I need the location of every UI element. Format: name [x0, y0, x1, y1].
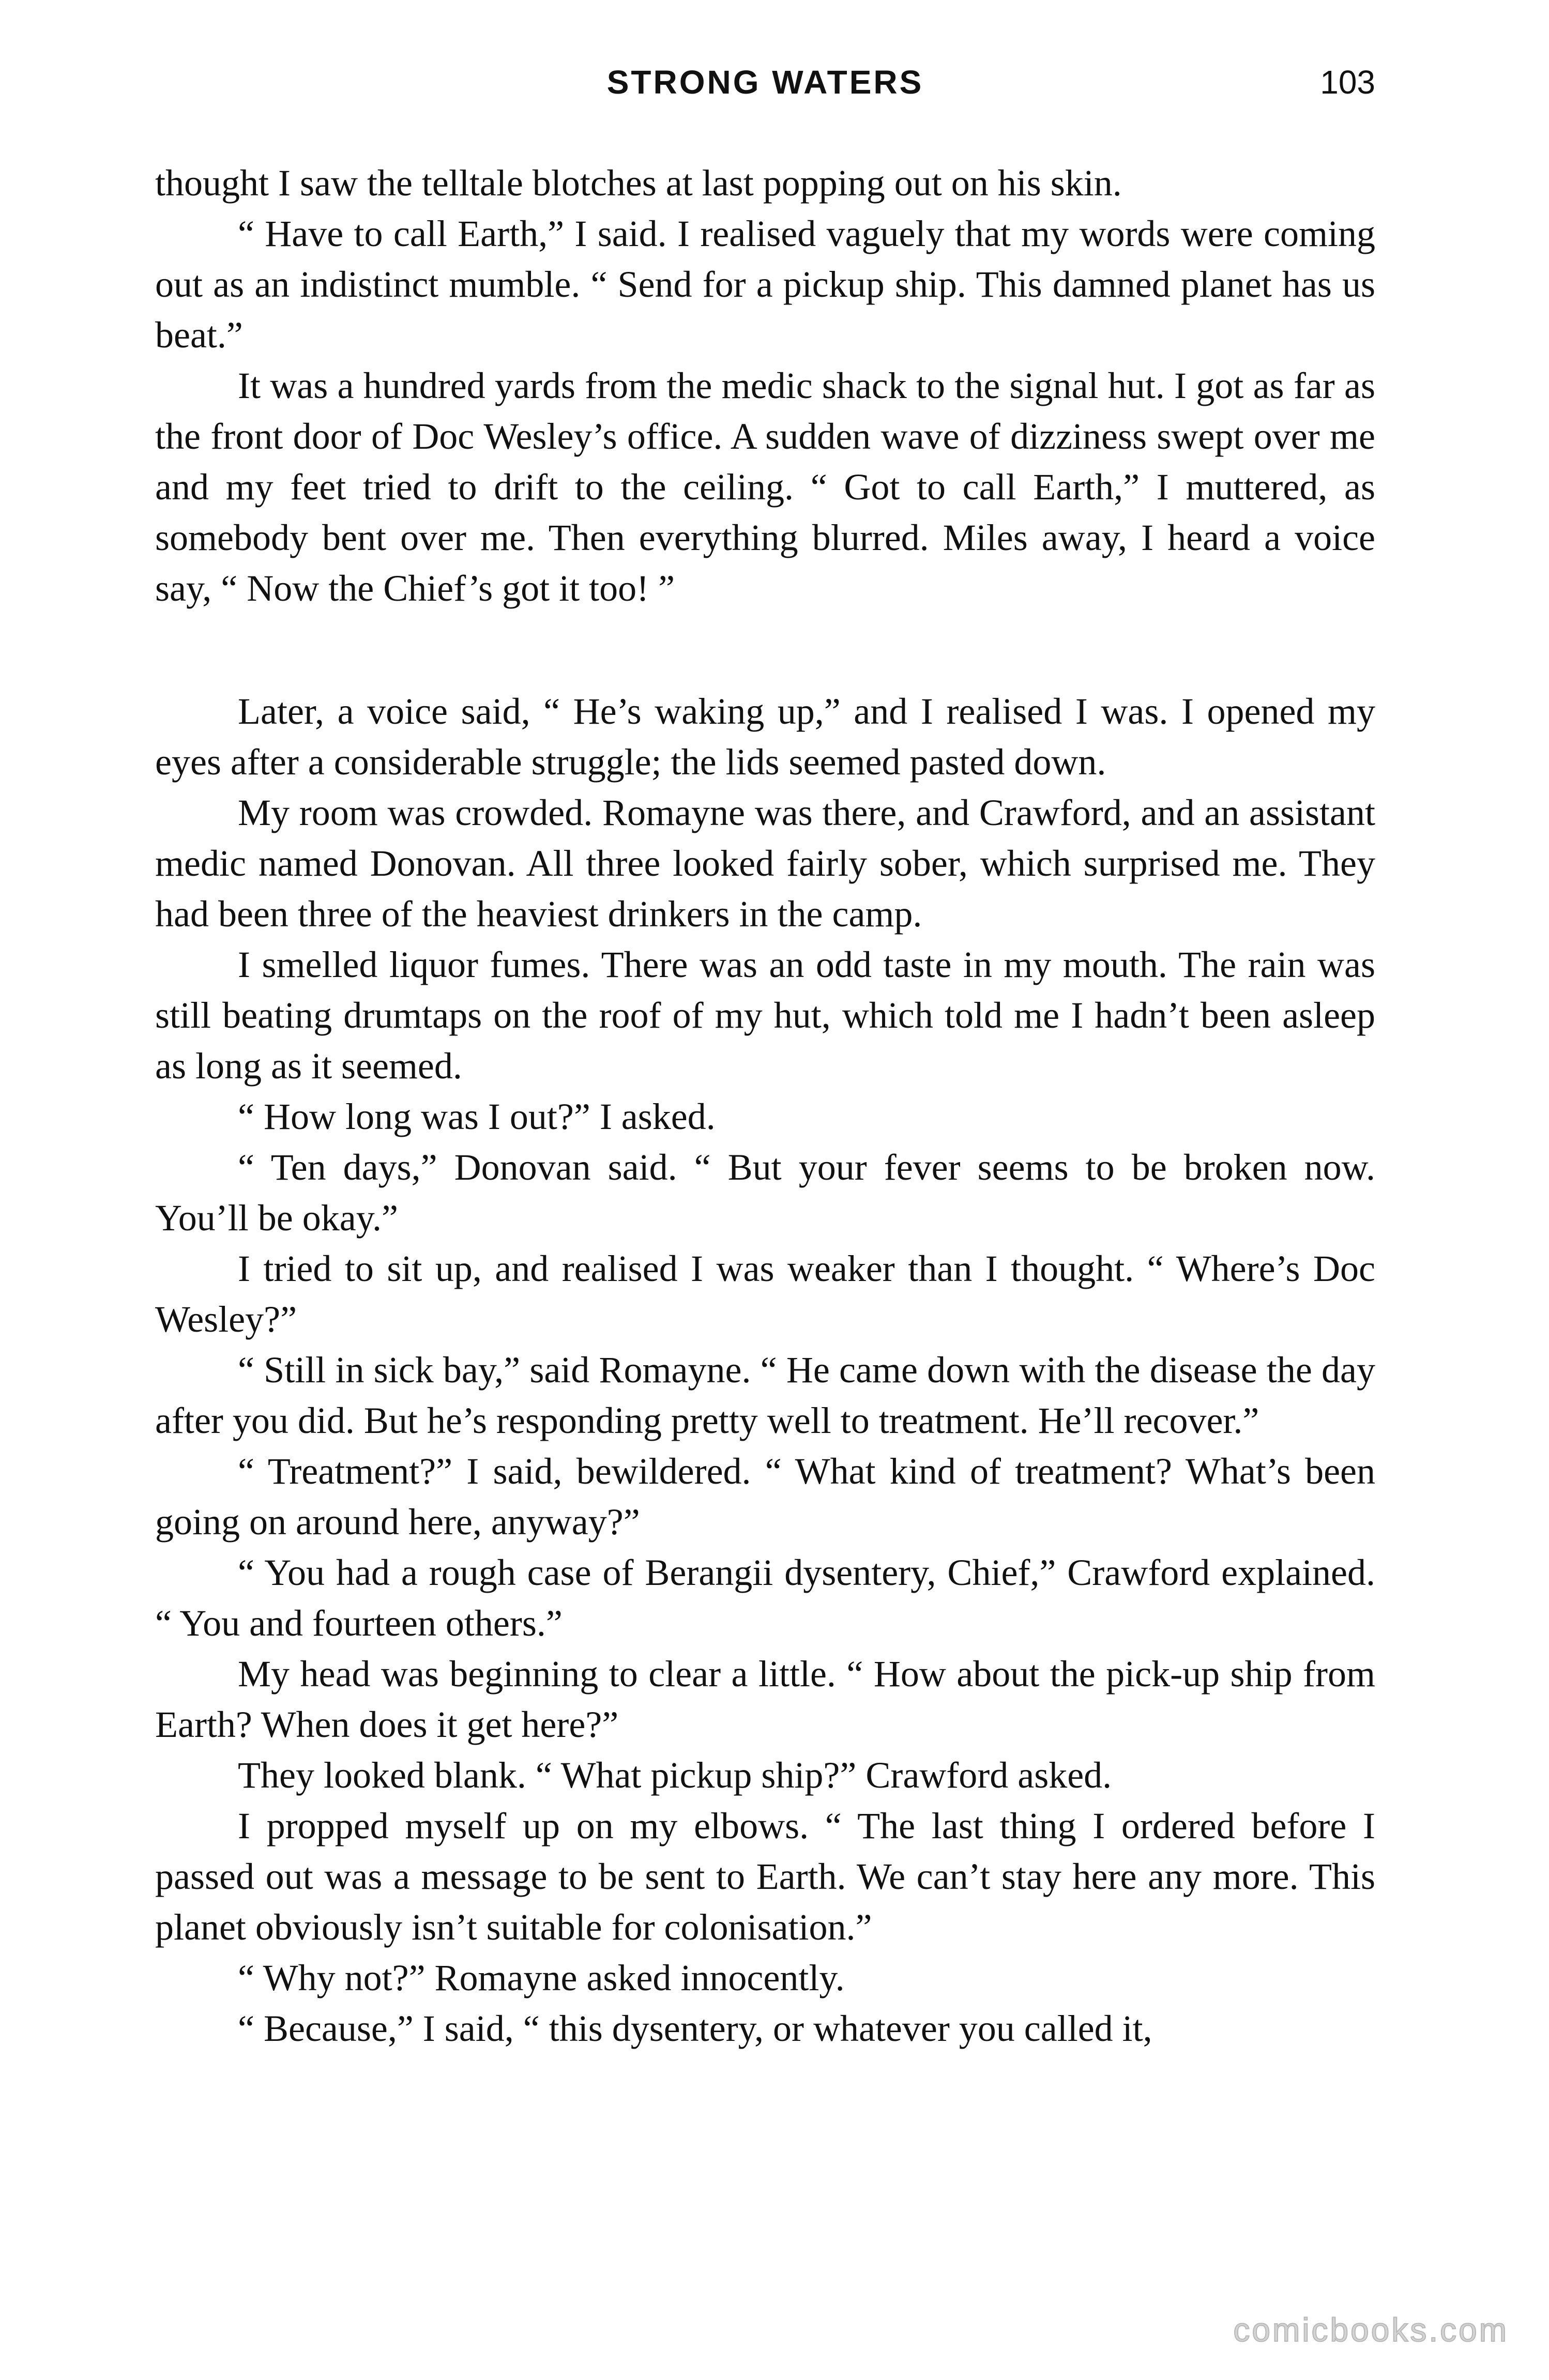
paragraph: “ Have to call Earth,” I said. I realised vaguely that my words were coming out as an indistinct mumble. “ Send for a pickup ship. This damned planet has us beat.”	[155, 213, 1375, 356]
paragraph: My room was crowded. Romayne was there, and Crawford, and an assistant medic named Donovan. All three looked fairly sober, which surprised me. They had been three of the heaviest drinkers in the camp.	[155, 792, 1375, 935]
paragraph: I smelled liquor fumes. There was an odd taste in my mouth. The rain was still beating drumtaps on the roof of my hut, which told me I hadn’t been asleep as long as it seemed.	[155, 944, 1375, 1087]
paragraph: “ Still in sick bay,” said Romayne. “ He came down with the disease the day after you did. But he’s responding pretty well to treatment. He’ll recover.”	[155, 1349, 1375, 1441]
paragraph: I tried to sit up, and realised I was weaker than I thought. “ Where’s Doc Wesley?”	[155, 1248, 1375, 1340]
paragraph: I propped myself up on my elbows. “ The last thing I ordered before I passed out was a message to be sent to Earth. We can’t stay here any more. This planet obviously isn’t suitable for colonisation.”	[155, 1805, 1375, 1948]
paragraph: thought I saw the telltale blotches at last popping out on his skin.	[155, 162, 1122, 204]
body-text	[155, 158, 1375, 2054]
running-head	[155, 63, 1375, 110]
paragraph: “ Treatment?” I said, bewildered. “ What kind of treatment? What’s been going on around here, anyway?”	[155, 1451, 1375, 1543]
section-break	[155, 614, 1375, 686]
paragraph: “ You had a rough case of Berangii dysentery, Chief,” Crawford explained. “ You and fourteen others.”	[155, 1552, 1375, 1644]
watermark: comicbooks.com	[1233, 2311, 1509, 2348]
paragraph: Later, a voice said, “ He’s waking up,” and I realised I was. I opened my eyes after a considerable struggle; the lids seemed pasted down.	[155, 691, 1375, 783]
running-title: STRONG WATERS	[606, 64, 924, 101]
paragraph: “ Ten days,” Donovan said. “ But your fever seems to be broken now. You’ll be okay.”	[155, 1147, 1375, 1239]
paragraph: “ Because,” I said, “ this dysentery, or whatever you called it,	[238, 2008, 1152, 2049]
paragraph: “ Why not?” Romayne asked innocently.	[238, 1957, 845, 1998]
page-number: 103	[1320, 64, 1375, 101]
paragraph: “ How long was I out?” I asked.	[238, 1096, 716, 1137]
paragraph: It was a hundred yards from the medic shack to the signal hut. I got as far as the front door of Doc Wesley’s office. A sudden wave of dizziness swept over me and my feet tried to drift to the ceiling. “ Got to call Earth,” I muttered, as somebody bent over me. Then everything blurred. Miles away, I heard a voice say, “ Now the Chief’s got it too! ”	[155, 365, 1375, 609]
paragraph: My head was beginning to clear a little. “ How about the pick-up ship from Earth? When does it get here?”	[155, 1653, 1375, 1745]
paragraph: They looked blank. “ What pickup ship?” Crawford asked.	[238, 1755, 1112, 1796]
